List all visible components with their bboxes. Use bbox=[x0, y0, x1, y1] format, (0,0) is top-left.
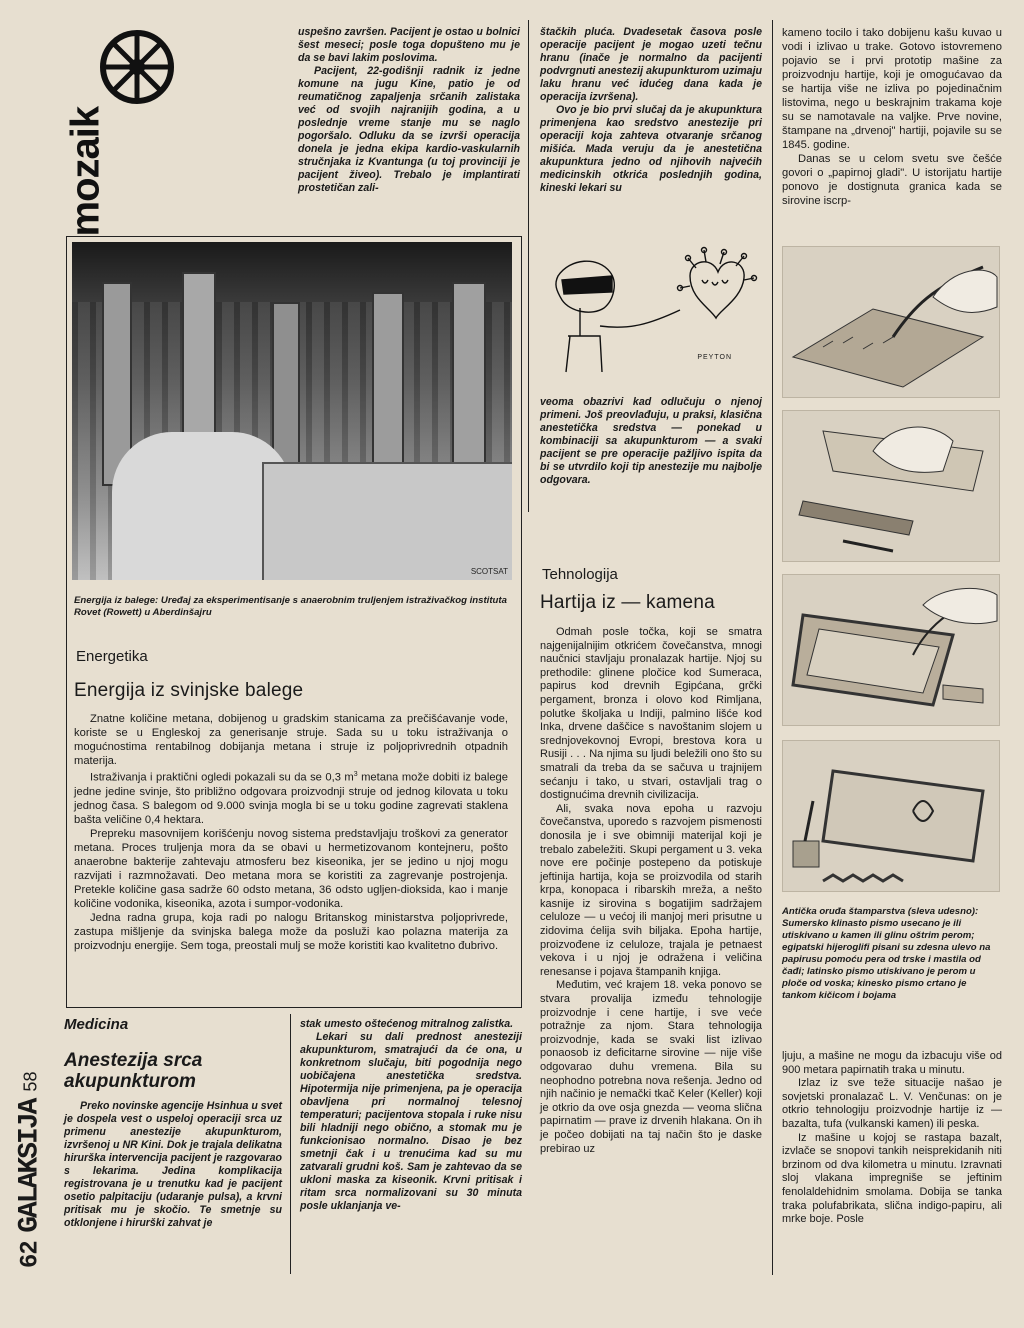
wheel-icon bbox=[100, 30, 174, 104]
hartija-body-right: ljuju, a mašine ne mogu da izbacuju više od 900 metara papirnatih traka u minutu. Izlaz iz sve teže situacije našao je sovjetski pronalazač L. V. Venčunas: on je otkrio tehnologiju proizvodnje hartije iz — bazalta, tufa (vulkanski kamen) ili peska. Iz mašine u kojoj se rastapa bazalt, izvlače se snopovi tankih neisprekidanih niti brzinom od dva kilometra u minutu. Izravnati sloj vlakana impregniše se jeftinim fenolaldehidnim smolama. Dobija se tanka traka polufabrikata, slična indigo-papiru, ali mrke boje. Posle bbox=[782, 1050, 1002, 1226]
medicina-body-col2: stak umesto oštećenog mitralnog zalistka. Lekari su dali prednost anesteziji akupunkturom, smatrajući da će ona, u konkretnom slučaju, biti pogodnija nego uobičajena anestetička sredstva. Hipotermija nije primenjena, pa je operacija obavljena pri normalnoj telesnoj temperaturi; pacijentova stopala i ruke nisu bili hladniji nego obično, a stomak mu je funkcionisao normalno. Disao je bez smetnji čak i u trenućima kad su mu zatvarali grudni koš. Sam je zahtevao da se ukloni maska za kiseonik. Krvni pritisak i ritam srca normalizovani su 30 minuta posle uklanjanja ve- bbox=[300, 1018, 522, 1212]
papyrus-icon bbox=[783, 411, 999, 561]
brush-ink-icon bbox=[783, 741, 999, 891]
section-logo bbox=[100, 30, 174, 104]
wax-tablet-icon bbox=[783, 575, 999, 725]
illustration-clay-tablet bbox=[782, 246, 1000, 398]
energetika-headline: Energija iz svinjske balege bbox=[74, 680, 304, 701]
illustration-wax-tablet bbox=[782, 574, 1000, 726]
photo-label: SCOTSAT bbox=[470, 567, 508, 576]
page-number: 62 bbox=[15, 1240, 43, 1268]
hartija-headline: Hartija iz — kamena bbox=[540, 592, 715, 613]
clay-tablet-icon bbox=[783, 247, 999, 397]
medicina-body-col1: Preko novinske agencije Hsinhua u svet je dospela vest o uspeloj operaciji srca uz primenu anestezije akupunkturom, izvršenoj u NR Kini. Dok je trajala delikatna hirurška intervencija pacijent je razgovarao s lekarima. Jedina komplikacija registrovana je u trenutku kad je pacijent osetio palpitaciju (udaranje pulsa), a krvni pritisak mu je skočio. Te smetnje su otklonjene i hirurški zahvat je bbox=[64, 1100, 282, 1229]
energetika-section: Energetika bbox=[76, 648, 148, 665]
tehnologija-section: Tehnologija bbox=[542, 566, 618, 583]
medicina-section: Medicina bbox=[64, 1016, 129, 1033]
section-title: mozaik bbox=[63, 106, 108, 237]
photo-caption: Energija iz balege: Uređaj za eksperimentisanje s anaerobnim truljenjem istraživačkog instituta Rovet (Rowett) u Aberdinšajru bbox=[74, 595, 507, 618]
hartija-body: Odmah posle točka, koji se smatra najgenijalnijim otkrićem čovečanstva, mnogi naučnici stavljaju pronalazak hartije. Njoj su prethodile: glinene pločice kod Sumeraca, papirus kod drevnih Egipćana, grčki pergament, bronza i olovo kod Rimljana, polutke školjaka u Indiji, palmino lišće kod Inka, drvene daščice s navoštanim slojem u srednjovekovnoj Evropi, brestova kora u Rusiji . . . Na njima su ljudi beležili ono što su smatrali da treba da se sačuva u trajnijem sećanju i tako, u stvari, ostavljali trag o dostignućima drevnih civilizacija. Ali, svaka nova epoha u razvoju čovečanstva, uporedo s razvojem pismenosti donosila je i sve obimniji materijal koji je trebalo zabeležiti. Skupi pergament u 3. veka nove ere počinje postepeno da potiskuje jeftinija hartija, koja se proizvodila od starih krpa, konopaca i ribarskih mreža, a nešto kasnije iz sirovina s bogatijim sadržajem celuloze — u većoj ili manjoj meri prisutne u zidovima ćelija svih biljaka. Epoha hartije, proizvođene iz celuloze, trajala je petnaest vekova i u njoj je odražena i veličina renesanse i pojava štampanih knjiga. Međutim, već krajem 18. veka ponovo se stvara provalija između tehnologije proizvodnje i cene hartije, i sve veće potražnje za njom. Stara tehnologija proizvodnje, kada se svaki list izlivao ponaosob iz deficitarne sirovine — nije više odgovarao duhu vremena. Bila su neophodno potrebna nova rešenja. Jedno od njih načinio je nemački tkač Keler (Keller) koji je otkrio da ove osja gnezda — veoma slična papirnatim — prave iz drvenih hlakana. On ih je počeo dobijati na taj način što je daske prebirao uz bbox=[540, 626, 762, 1155]
magazine-footer bbox=[8, 1050, 52, 1280]
medicina-continued-col1: uspešno završen. Pacijent je ostao u bolnici šest meseci; posle toga dopušteno mu je da se bavi lakim poslovima. Pacijent, 22-godišnji radnik iz jedne komune na jugu Kine, patio je od reumatičnog zapaljenja srčanih zalistaka već od svojih najranijih godina, a u poslednje vreme stanje mu se naglo pogoršalo. Odluku da se izvrši operacija donela je jedna ekipa kardio-vaskularnih stručnjaka iz Kvantunga (u toj provinciji je pacijent živeo). Trebalo je implantirati prostetičan zali- bbox=[298, 26, 520, 194]
cartoon-signature: PEYTON bbox=[697, 354, 732, 361]
medicina-continued-col2b: veoma obazrivi kad odlučuju o njenoj primeni. Još preovlađuju, u praksi, klasična anestetička sredstva — ponekad u kombinaciji sa akupunkturom — a svaki pacijent se pre operacije pažljivo ispita da bi se utvrdilo koji tip anestezije mu najbolje odgovara. bbox=[540, 396, 762, 486]
illustration-papyrus bbox=[782, 410, 1000, 562]
energetika-body: Znatne količine metana, dobijenog u gradskim stanicama za prečišćavanje vode, koriste se u Engleskoj za generisanje struje. Sada su u toku istraživanja o mogućnostima rentabilnog dobijanja metana i struje iz poljoprivrednih otpadnih materija. Istraživanja i praktični ogledi pokazali su da se 0,3 $m^3$ metana može dobiti iz balege jedne jedine svinje, što približno odgovara proizvodnji struje od jednog kilovata u toku jednog časa. S balegom od 9.000 svinja mogla bi se u toku godine zagrevati staklena bašta veličine 0,4 hektara. Prepreku masovnijem korišćenju novog sistema predstavljaju troškovi za generator metana. Proces truljenja mora da se obavi u hermetizovanom kontejneru, pošto anaerobne bakterije zahtevaju atmosferu bez kiseonika, jer se jedino u njoj mogu razvijati i razmnožavati. Deo metana mora se koristiti za zagrevanje postrojenja. Pretekle količine gasa sadrže 60 odsto metana, 36 odsto ugljen-dioksida, kao i manje količine vodonika, kiseonika, azota i sumpor-vodonika. Jedna radna grupa, koja radi po nalogu Britanskog ministarstva poljoprivrede, zastupa mišljenje da svinjska balega može da posluži kao polazna materija za proizvodnju energije. Sem toga, preostali mulj se može koristiti kao kvalitetno đubrivo. bbox=[74, 713, 508, 952]
lab-equipment-photo bbox=[72, 242, 512, 580]
hartija-top-column: kameno tocilo i tako dobijenu kašu kuvao u vodi i izlivao u trake. Gotovo istovremeno pojavio se i prvi prototip mašine za proizvodnju hartije, koji je omogućavao da se hartija više ne izliva po pojedinačnim listovima, nego u beskrajnim trakama koje su se namotavale na valjke. Prve novine, štampane na „drvenoj" hartiji, pojavile su se 1845. godine. Danas se u celom svetu sve češće govori o „papirnoj gladi". U istorijatu hartije ponovo je dostignuta granica kada se sirovine iscrp- bbox=[782, 27, 1002, 207]
medicina-headline: Anestezija srca akupunkturom bbox=[64, 1050, 203, 1092]
issue-number: 58 bbox=[20, 1071, 41, 1092]
illustration-brush-ink bbox=[782, 740, 1000, 892]
medicina-continued-col2: štačkih pluća. Dvadesetak časova posle operacije pacijent je mogao uzeti tečnu hranu (inače je normalno da pacijenti podvrgnuti anestezij akupunkturom uzimaju laku hranu već idućeg dana kada je operacija izvršena). Ovo je bio prvi slučaj da je akupunktura primenjena kao sredstvo anestezije pri operaciji koja zahteva otvaranje srčanog mišića. Mada veruju da je anestetična akupunktura jedno od njihovih najvećih medicinskih otkrića poslednjih godina, kineski lekari su bbox=[540, 26, 762, 194]
tools-caption: Antička oruđa štamparstva (sleva udesno): Sumersko klinasto pismo usecano je ili utiskivano u kamen ili glinu oštrim perom; egipatski hijeroglifi pisani su zdesna ulevo na papirusu pomoću pera od trske i mastila od čađi; latinsko pismo utiskivano je perom u ploče od voska; kinesko pismo crtano je tankom kičicom i bojama bbox=[782, 906, 991, 1001]
cartoon-surgeon-heart bbox=[540, 246, 762, 376]
magazine-name: GALAKSIJA bbox=[14, 1099, 46, 1233]
